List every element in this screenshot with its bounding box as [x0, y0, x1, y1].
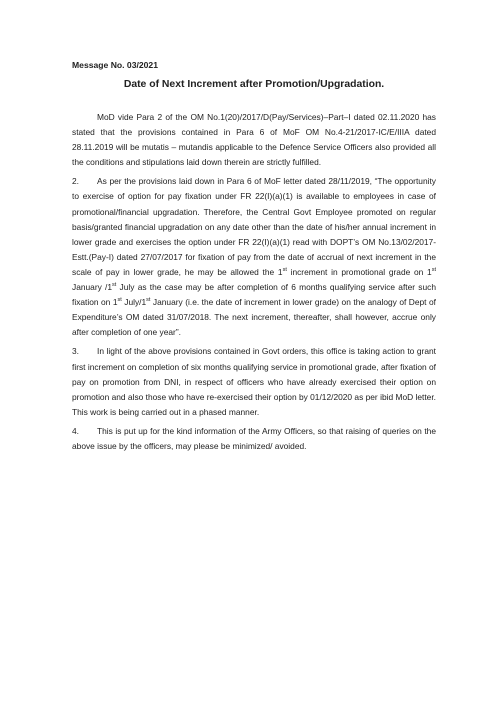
- paragraph-4: [72, 424, 436, 454]
- paragraph-2-text-c: January /1: [72, 282, 113, 293]
- paragraph-2-number: 2.: [72, 176, 79, 187]
- message-number: Message No. 03/2021: [72, 60, 158, 70]
- ordinal-suffix: st: [117, 297, 122, 304]
- paragraph-4-number: 4.: [72, 425, 79, 436]
- paragraph-2-text-d: July as the case may be after completion of 6 months qualifying service after such fixation on 1: [72, 282, 436, 308]
- paragraph-3-text: In light of the above provisions contained in Govt orders, this office is taking action to grant first increment on completion of six months qualifying service in promotional grade, after fixation of pay on promotion from DNI, in respect of officers who have already exercised their option on promotion and also those who have re-exercised their option by 01/12/2020 as per ibid MoD letter. This work is being carried out in a phased manner.: [72, 346, 436, 417]
- paragraph-2-text-e: July/1: [121, 297, 147, 308]
- paragraph-2-text-b: increment in promotional grade on 1: [286, 266, 432, 277]
- document-title: Date of Next Increment after Promotion/Upgradation.: [123, 79, 385, 90]
- ordinal-suffix: st: [146, 297, 151, 304]
- ordinal-suffix: st: [112, 282, 117, 289]
- ordinal-suffix: st: [431, 267, 436, 274]
- paragraph-2-text-f: January (i.e. the date of increment in lower grade) on the analogy of Dept of Expenditure’s OM dated 31/07/2018. The next increment, thereafter, shall however, accrue only after completion of one year”.: [72, 297, 436, 338]
- paragraph-3-number: 3.: [72, 346, 79, 357]
- paragraph-1: MoD vide Para 2 of the OM No.1(20)/2017/D(Pay/Services)–Part–I dated 02.11.2020 has stated that the provisions contained in Para 6 of MoF OM No.4-21/2017-IC/E/IIIA dated 28.11.2019 will be mutatis – mutandis applicable to the Defence Service Officers also provided all the conditions and stipulations laid down therein are strictly fulfilled.: [72, 112, 436, 168]
- paragraph-2-text-a: As per the provisions laid down in Para 6 of MoF letter dated 28/11/2019, “The opportunity to exercise of option for pay fixation under FR 22(I)(a)(1) is available to employees in case of promotional/financial upgradation. Therefore, the Central Govt Employee promoted on regular basis/granted financial upgradation on any date other than the date of his/her annual increment in lower grade and exercises the option under FR 22(I)(a)(1) read with DOPT’s OM No.13/02/2017-Estt.(Pay-I) dated 27/07/2017 for fixation of pay from the date of accrual of next increment in the scale of pay in lower grade, he may be allowed the 1: [72, 176, 436, 277]
- paragraph-4-text: This is put up for the kind information of the Army Officers, so that raising of queries on the above issue by the officers, may please be minimized/ avoided.: [72, 425, 436, 451]
- ordinal-suffix: st: [282, 267, 287, 274]
- paragraph-3: [72, 344, 436, 419]
- paragraph-2: [72, 174, 436, 340]
